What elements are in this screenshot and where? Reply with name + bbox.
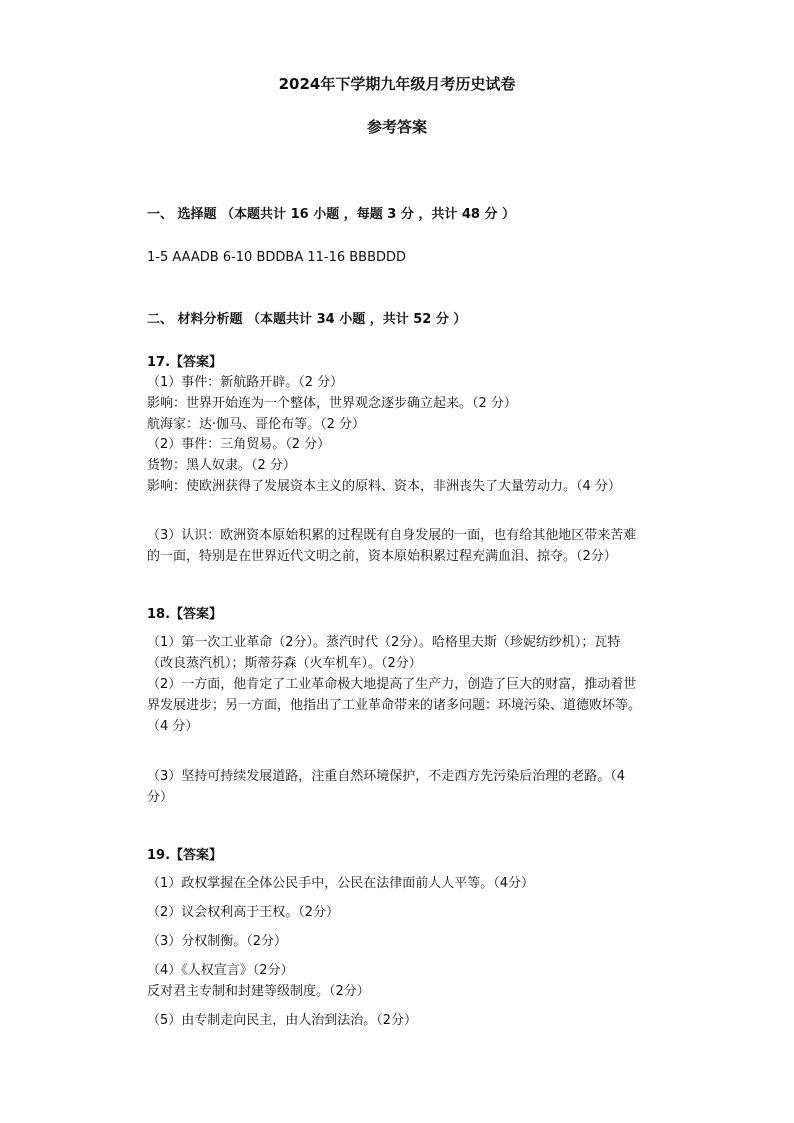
q18-line: 界发展进步；另一方面，他指出了工业革命带来的诸多问题：环境污染、道德败坏等。: [147, 698, 642, 713]
section1-heading: 一、 选择题 （本题共计 16 小题 ，每题 3 分 ，共计 48 分 ）: [147, 207, 516, 222]
q17-line: 影响：世界开始连为一个整体，世界观念逐步确立起来。（2 分）: [147, 396, 517, 411]
q19-line: （4）《人权宣言》（2分）: [147, 963, 294, 978]
q19-label: 19.【答案】: [147, 848, 223, 863]
q19-line: （5）由专制走向民主，由人治到法治。（2分）: [147, 1013, 418, 1028]
q17-line: （2）事件：三角贸易。（2 分）: [147, 437, 331, 452]
section2-heading: 二、 材料分析题 （本题共计 34 小题 ，共计 52 分 ）: [147, 312, 467, 327]
q18-line: （3）坚持可持续发展道路，注重自然环境保护，不走西方先污染后治理的老路。（4: [147, 769, 626, 784]
q17-line: （3）认识：欧洲资本原始积累的过程既有自身发展的一面，也有给其他地区带来苦难: [147, 528, 637, 543]
q17-line: （1）事件：新航路开辟。（2 分）: [147, 375, 344, 390]
q19-line: （2）议会权利高于王权。（2分）: [147, 905, 340, 920]
q17-line: 影响：使欧洲获得了发展资本主义的原料、资本，非洲丧失了大量劳动力。（4 分）: [147, 479, 621, 494]
section1-answers: 1-5 AAADB 6-10 BDDBA 11-16 BBBDDD: [147, 250, 407, 265]
q19-line: 反对君主专制和封建等级制度。（2分）: [147, 984, 370, 999]
document-title: 2024年下学期九年级月考历史试卷: [278, 75, 516, 93]
q19-line: （3）分权制衡。（2分）: [147, 934, 288, 949]
document-subtitle: 参考答案: [366, 118, 427, 136]
q17-line: 航海家：达·伽马、哥伦布等。（2 分）: [147, 417, 366, 432]
q18-line: （2）一方面，他肯定了工业革命极大地提高了生产力，创造了巨大的财富，推动着世: [147, 677, 637, 692]
q17-label: 17.【答案】: [147, 355, 223, 370]
q18-line: （4 分）: [147, 719, 199, 734]
q18-line: （改良蒸汽机）；斯蒂芬森（火车机车）。（2分）: [147, 656, 422, 671]
q18-line: （1）第一次工业革命（2分）。蒸汽时代（2分）。哈格里夫斯（珍妮纺纱机）；瓦特: [147, 635, 621, 650]
q18-line: 分）: [147, 790, 174, 805]
q17-line: 的一面，特别是在世界近代文明之前，资本原始积累过程充满血泪、掠夺。（2分）: [147, 549, 617, 564]
q19-line: （1）政权掌握在全体公民手中，公民在法律面前人人平等。（4分）: [147, 876, 535, 891]
q18-label: 18.【答案】: [147, 607, 223, 622]
q17-line: 货物：黑人奴隶。（2 分）: [147, 458, 296, 473]
